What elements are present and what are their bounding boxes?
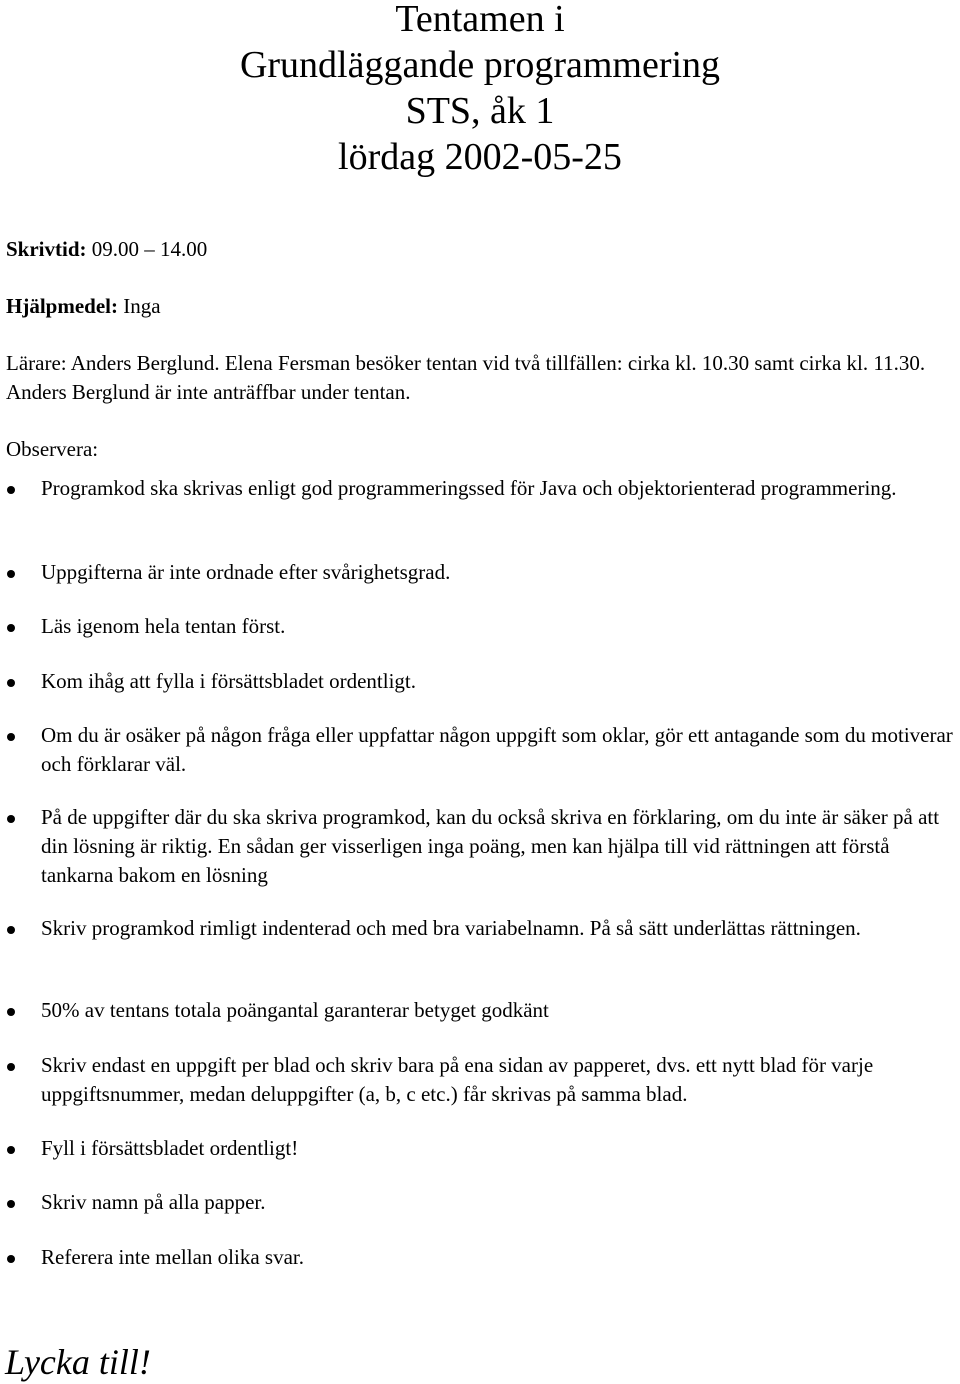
teachers-value: Anders Berglund. Elena Fersman besöker tentan vid två tillfällen: cirka kl. 10.30 samt cirka kl. 11.30. Anders Berglund är inte anträffbar under tentan. [6, 351, 926, 404]
allowed-aids [6, 292, 161, 321]
list-item-text: Skriv namn på alla papper. [41, 1190, 266, 1214]
bullet-icon [7, 1255, 15, 1263]
writing-time-value: 09.00 – 14.00 [91, 237, 208, 261]
list-item-text: Kom ihåg att fylla i försättsbladet ordentligt. [41, 669, 416, 693]
exam-title [0, 0, 960, 180]
allowed-aids-value: Inga [123, 294, 161, 318]
bullet-icon [7, 1063, 15, 1071]
list-item-text: Programkod ska skrivas enligt god programmeringssed för Java och objektorienterad programmering. [41, 476, 897, 500]
list-item-text: Läs igenom hela tentan först. [41, 614, 286, 638]
observe-heading: Observera: [6, 437, 99, 461]
teachers [6, 349, 946, 407]
bullet-icon [7, 1200, 15, 1208]
allowed-aids-label: Hjälpmedel: [6, 294, 118, 318]
list-item-text: På de uppgifter där du ska skriva programkod, kan du också skriva en förklaring, om du inte är säker på att din lösning är riktig. En sådan ger visserligen inga poäng, men kan hjälpa till vid rättningen att förstå tankarna bakom en lösning [41, 805, 940, 887]
title-line-4: lördag 2002-05-25 [338, 136, 622, 178]
writing-time-label: Skrivtid: [6, 237, 87, 261]
list-item-text: 50% av tentans totala poängantal garanterar betyget godkänt [41, 998, 549, 1022]
bullet-icon [7, 486, 15, 494]
teachers-label: Lärare: [6, 351, 67, 375]
list-item-text: Fyll i försättsbladet ordentligt! [41, 1136, 299, 1160]
bullet-icon [7, 1146, 15, 1154]
title-line-2: Grundläggande programmering [239, 44, 721, 86]
closing-greeting: Lycka till! [5, 1342, 151, 1382]
writing-time [6, 235, 207, 264]
bullet-icon [7, 570, 15, 578]
bullet-icon [7, 1008, 15, 1016]
bullet-icon [7, 815, 15, 823]
bullet-icon [7, 624, 15, 632]
bullet-icon [7, 926, 15, 934]
list-item-text: Referera inte mellan olika svar. [41, 1245, 304, 1269]
bullet-icon [7, 679, 15, 687]
title-line-3: STS, åk 1 [405, 90, 555, 132]
title-line-1: Tentamen i [395, 0, 565, 40]
list-item-text: Uppgifterna är inte ordnade efter svårighetsgrad. [41, 560, 451, 584]
bullet-icon [7, 733, 15, 741]
list-item-text: Skriv programkod rimligt indenterad och med bra variabelnamn. På så sätt underlättas rättningen. [41, 916, 861, 940]
list-item-text: Skriv endast en uppgift per blad och skriv bara på ena sidan av papperet, dvs. ett nytt blad för varje uppgiftsnummer, medan deluppgifter (a, b, c etc.) får skrivas på samma blad. [41, 1053, 874, 1106]
list-item-text: Om du är osäker på någon fråga eller uppfattar någon uppgift som oklar, gör ett antagande som du motiverar och förklarar väl. [41, 723, 953, 776]
